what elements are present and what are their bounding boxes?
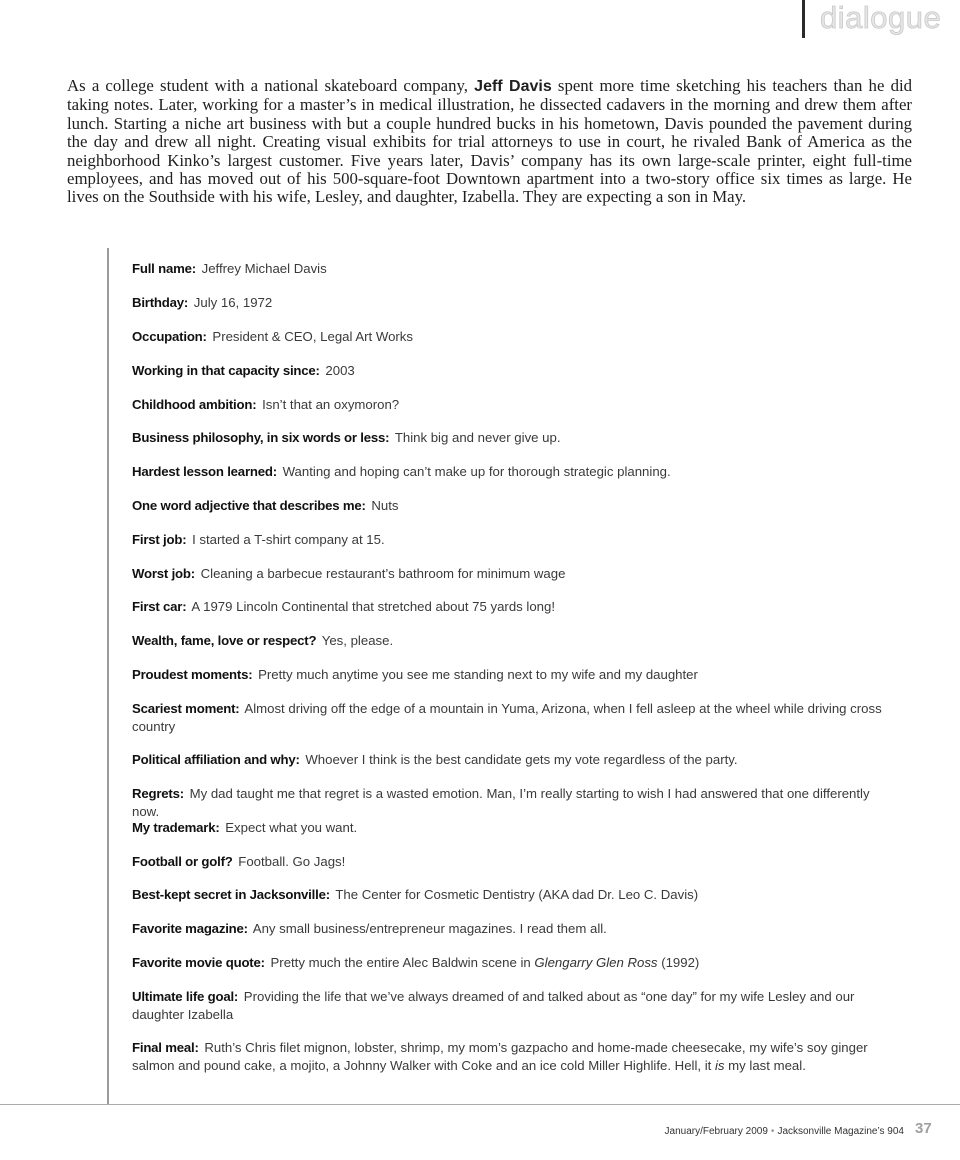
qa-item [132, 429, 897, 447]
qa-question: Best-kept secret in Jacksonville: [132, 887, 330, 902]
qa-item [132, 463, 897, 481]
qa-question: Proudest moments: [132, 667, 253, 682]
qa-question: Full name: [132, 261, 196, 276]
qa-answer: Wanting and hoping can’t make up for thorough strategic planning. [282, 464, 671, 479]
qa-question: Childhood ambition: [132, 397, 257, 412]
qa-answer: Football. Go Jags! [238, 854, 346, 869]
qa-question: Wealth, fame, love or respect? [132, 633, 317, 648]
qa-item [132, 260, 897, 278]
qa-answer: Providing the life that we’ve always dreamed of and talked about as “one day” for my wife Lesley and our daughter Izabella [132, 989, 855, 1022]
qa-question: Birthday: [132, 295, 189, 310]
qa-question: Scariest moment: [132, 701, 240, 716]
qa-item [132, 531, 897, 549]
qa-answer: I started a T-shirt company at 15. [192, 532, 385, 547]
qa-item [132, 988, 897, 1024]
footer-publication: Jacksonville Magazine’s 904 [777, 1126, 904, 1137]
intro-paragraph [67, 77, 912, 207]
qa-answer: Cleaning a barbecue restaurant’s bathroom for minimum wage [200, 566, 566, 581]
footer-issue: January/February 2009 [664, 1126, 768, 1137]
qa-question: Hardest lesson learned: [132, 464, 277, 479]
qa-answer: The Center for Cosmetic Dentistry (AKA dad Dr. Leo C. Davis) [335, 887, 699, 902]
qa-item [132, 819, 897, 837]
qa-item [132, 1039, 897, 1075]
qa-item [132, 294, 897, 312]
footer [665, 1126, 904, 1137]
qa-answer: Whoever I think is the best candidate gets my vote regardless of the party. [305, 752, 738, 767]
intro-text-lead: As a college student with a national skateboard company, [67, 76, 475, 95]
qa-question: Favorite movie quote: [132, 955, 265, 970]
intro-text-body: spent more time sketching his teachers than he did taking notes. Later, working for a master’s in medical illustration, he dissected cadavers in the morning and drew them after lunch. Starting a niche art business with but a couple hundred bucks in his hometown, Davis pounded the pavement during the day and drew all night. Creating visual exhibits for trial attorneys to use in court, he rivaled Bank of America as the neighborhood Kinko’s largest customer. Five years later, Davis’ company has its own large-scale printer, eight full-time employees, and has moved out of his 500-square-foot Downtown apartment into a two-story office six times as large. He lives on the Southside with his wife, Lesley, and daughter, Izabella. They are expecting a son in May. [67, 76, 913, 207]
qa-question: One word adjective that describes me: [132, 498, 366, 513]
qa-answer: Expect what you want. [225, 820, 358, 835]
qa-answer: Pretty much the entire Alec Baldwin scene in [270, 955, 535, 970]
qa-answer-tail: (1992) [657, 955, 700, 970]
qa-item [132, 666, 897, 684]
section-label: dialogue [820, 0, 942, 35]
qa-item [132, 886, 897, 904]
qa-answer-emphasis: is [714, 1058, 725, 1073]
qa-question: Working in that capacity since: [132, 363, 320, 378]
qa-question: Political affiliation and why: [132, 752, 300, 767]
footer-separator: • [770, 1126, 775, 1137]
qa-item [132, 328, 897, 346]
qa-item [132, 751, 897, 769]
qa-question: First car: [132, 599, 187, 614]
qa-answer: July 16, 1972 [193, 295, 273, 310]
qa-question: My trademark: [132, 820, 220, 835]
qa-answer: Yes, please. [321, 633, 394, 648]
qa-answer: President & CEO, Legal Art Works [212, 329, 413, 344]
qa-question: Occupation: [132, 329, 207, 344]
qa-item [132, 954, 897, 972]
section-rule [802, 0, 805, 38]
qa-answer-tail: my last meal. [724, 1058, 806, 1073]
qa-answer: A 1979 Lincoln Continental that stretched about 75 yards long! [191, 599, 556, 614]
qa-answer: Any small business/entrepreneur magazines. I read them all. [252, 921, 607, 936]
qa-question: Worst job: [132, 566, 195, 581]
qa-answer: Think big and never give up. [394, 430, 561, 445]
qa-item [132, 632, 897, 650]
qa-answer-emphasis: Glengarry Glen Ross [534, 955, 658, 970]
qa-answer: Jeffrey Michael Davis [201, 261, 327, 276]
qa-item [132, 920, 897, 938]
subject-name: Jeff Davis [474, 78, 552, 95]
qa-answer: My dad taught me that regret is a wasted emotion. Man, I’m really starting to wish I had answered that one differently now. [132, 786, 870, 819]
qa-answer: Nuts [371, 498, 399, 513]
qa-question: Final meal: [132, 1040, 199, 1055]
qa-item [132, 396, 897, 414]
qa-question: Regrets: [132, 786, 184, 801]
qa-answer: 2003 [325, 363, 355, 378]
qa-question: Ultimate life goal: [132, 989, 239, 1004]
qa-answer: Isn’t that an oxymoron? [262, 397, 400, 412]
qa-item [132, 497, 897, 515]
qa-question: Business philosophy, in six words or less: [132, 430, 390, 445]
qa-question: Football or golf? [132, 854, 233, 869]
qa-item [132, 785, 897, 821]
page-number: 37 [915, 1120, 932, 1137]
qa-answer: Ruth’s Chris filet mignon, lobster, shrimp, my mom’s gazpacho and home-made cheesecake, my wife’s soy ginger salmon and pound cake, a mojito, a Johnny Walker with Coke and an ice cold Miller Highlife. Hell, it [132, 1040, 868, 1073]
qa-question: First job: [132, 532, 187, 547]
qa-item [132, 362, 897, 380]
qa-sidebar-rule [107, 248, 109, 1105]
footer-rule [0, 1104, 960, 1105]
qa-item [132, 700, 897, 736]
qa-question: Favorite magazine: [132, 921, 248, 936]
qa-item [132, 598, 897, 616]
qa-item [132, 565, 897, 583]
qa-item [132, 853, 897, 871]
qa-answer: Pretty much anytime you see me standing next to my wife and my daughter [258, 667, 698, 682]
qa-answer: Almost driving off the edge of a mountain in Yuma, Arizona, when I fell asleep at the wheel while driving cross country [132, 701, 882, 734]
